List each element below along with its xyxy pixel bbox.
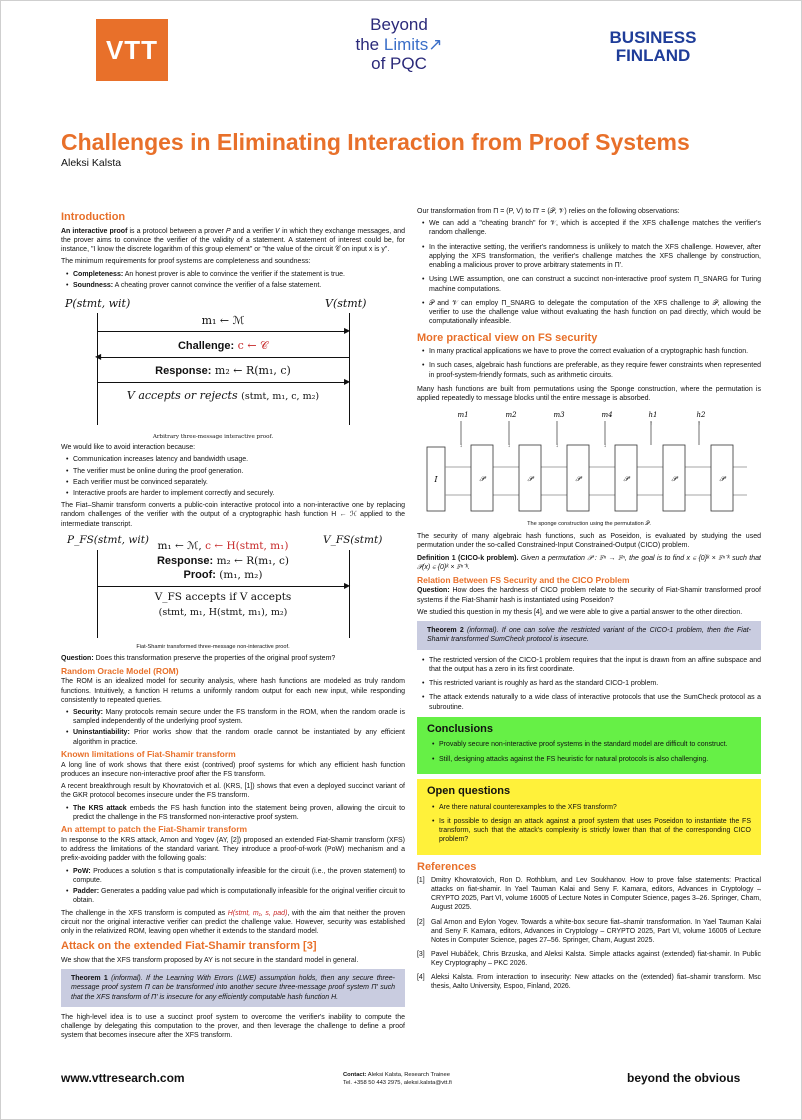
sponge-io-label: m3: [553, 411, 565, 420]
permutation-label: 𝒫: [623, 475, 629, 484]
footer-tagline: beyond the obvious: [627, 1071, 741, 1085]
challenge-message: [97, 339, 349, 354]
iv-label: I: [434, 475, 438, 485]
item-bold: Soundness:: [73, 281, 114, 289]
arrow-right-icon: ▶: [344, 326, 351, 336]
rom-list: [66, 708, 405, 747]
m1-message: m₁ ← ℳ: [201, 314, 245, 328]
intro-p2: The minimum requirements for proof systems are completeness and soundness:: [61, 258, 311, 266]
sponge-svg: [417, 407, 761, 519]
rom-paragraph: The ROM is an idealized model for security analysis, where hash functions are modeled as truly random functions. Intuitively, a function H returns a uniformly random output for each new input, while responding consistently to repeated queries.: [61, 678, 405, 704]
conclusions-heading: Conclusions: [427, 722, 494, 735]
list-item: [66, 281, 405, 290]
list-item: • We can add a "cheating branch" for 𝒱, which is accepted if the XFS challenge matches the verifier's random challenge.: [422, 219, 761, 237]
contact-label: Contact:: [343, 1072, 367, 1078]
relation-question: [417, 586, 761, 604]
contact-name: Aleksi Kalsta, Research Trainee: [366, 1072, 450, 1078]
item-text: Produces a solution s that is computationally infeasible for the circuit (i.e., the proven statement) to compute.: [73, 867, 405, 884]
observations-list: [422, 219, 761, 326]
vtt-logo: [96, 19, 168, 81]
question-text: How does the hardness of CICO problem relate to the security of Fiat-Shamir transformed proof systems if the Fiat-Shamir hash is instantiated using Poseidon?: [417, 587, 761, 604]
response-value: m₂ ← R(m₁, c): [214, 364, 291, 378]
limits-heading: Known limitations of Fiat-Shamir transform: [61, 748, 236, 759]
item-text: Generates a padding value pad which is computationally infeasible for the original verifier circuit to obtain.: [73, 888, 405, 905]
patch-paragraph-2: [61, 909, 405, 937]
item-bold: The KRS attack: [73, 804, 127, 812]
arrow-down-icon: ↓: [555, 443, 559, 450]
rom-heading: Random Oracle Model (ROM): [61, 665, 179, 676]
reference: [417, 876, 761, 912]
theorem-2-box: [417, 621, 761, 649]
item-text: A cheating prover cannot convince the verifier of a false statement.: [113, 281, 322, 289]
right-column: [417, 207, 761, 1065]
fs-question: [61, 654, 405, 663]
question-bold: Question:: [61, 655, 94, 663]
item-bold: Completeness:: [73, 270, 124, 278]
list-item: [66, 270, 405, 279]
item-text: Prior works show that the random oracle cannot be instantiated by any efficient algorithm in practice.: [73, 729, 405, 746]
list-item: • Provably secure non-interactive proof systems in the standard model are difficult to construct.: [432, 740, 751, 749]
beyond-the-limits-logo: [339, 15, 459, 74]
list-item: [66, 804, 405, 822]
ref-text: Gal Arnon and Eylon Yogev. Towards a white-box secure fiat–shamir transformation. In Yael Tauman Kalai and Seny F. Kamara, editors, Advances in Cryptology – CRYPTO 2025, Part VI, volume 16005 of Lecture Notes in Computer Science, pages 27–56. Springer, Cham, August 2025.: [431, 918, 761, 944]
vtt-logo-text: VTT: [105, 34, 159, 65]
relation-paragraph: We studied this question in my thesis [4], and we were able to give a partial answer to the other direction.: [417, 608, 743, 616]
practical-heading: More practical view on FS security: [417, 331, 598, 344]
fs-verifier-lifeline: [349, 550, 350, 638]
list-item: [66, 728, 405, 746]
open-questions-list: [432, 803, 751, 845]
xfs-challenge: H(stmt, m₁, s, pad): [227, 909, 288, 917]
arrow-down-icon: ↓: [603, 443, 607, 450]
item-bold: Padder:: [73, 888, 100, 896]
prover-label: P(stmt, wit): [65, 297, 131, 311]
list-item: • 𝒫 and 𝒱 can employ Π_SNARG to delegate the computation of the XFS challenge to 𝒫, allowing the verifier to use the challenge value without evaluating the hash function on pad directly, which would be computationally infeasible.: [422, 299, 761, 327]
intro-text: is a protocol between a prover 𝑃 and a verifier 𝑉 in which they exchange messages, and the prover aims to convince the verifier of the validity of a statement. A statement of interest could be, for instance, "I know the discrete logarithm of this group element" or "the value of the circuit 𝒞 on input x is y".: [61, 227, 405, 254]
definition-1: [417, 554, 761, 572]
permutation-label: 𝒫: [479, 475, 485, 484]
sponge-io-label: h1: [648, 411, 658, 420]
question-bold: Question:: [417, 587, 450, 595]
sponge-caption: The sponge construction using the permutation 𝒫.: [527, 521, 651, 528]
theorem-1-box: [61, 969, 405, 1007]
fs-paragraph: The Fiat–Shamir transform converts a public-coin interactive protocol into a non-interactive one by replacing random challenges of the verifier with the output of a cryptographic hash function H ← ℋ applied to the intermediate transcript.: [61, 502, 405, 528]
arrow-line: [97, 382, 347, 383]
sponge-diagram: [417, 407, 761, 519]
sponge-io-label: m4: [601, 411, 613, 420]
verifier-label: V(stmt): [325, 297, 367, 311]
question-text: Does this transformation preserve the properties of the original proof system?: [93, 655, 336, 663]
intro-heading: Introduction: [61, 211, 126, 223]
arrow-line: [97, 331, 347, 332]
bf-word: BUSINESS: [609, 28, 697, 47]
reference: [417, 918, 761, 945]
arrow-line: [97, 586, 347, 587]
item-text: embeds the FS hash function into the statement being proven, allowing the circuit to predict the challenge in the FS transformed non-interactive proof system.: [73, 804, 405, 821]
reference: [417, 973, 761, 991]
arrow-down-icon: ↓: [459, 443, 463, 450]
author: Aleksi Kalsta: [61, 157, 122, 169]
patch-heading: An attempt to patch the Fiat-Shamir transform: [61, 824, 248, 835]
list-item: • Each verifier must be convinced separately.: [66, 478, 405, 487]
fs-response-value: m₂ ← R(m₁, c): [216, 554, 290, 567]
fs-proof-value: (m₁, m₂): [219, 568, 263, 581]
ref-number: [3]: [417, 950, 425, 958]
item-text: An honest prover is able to convince the verifier if the statement is true.: [123, 270, 345, 278]
btl-word: the: [355, 34, 380, 54]
permutation-label: 𝒫: [671, 475, 677, 484]
list-item: • The attack extends naturally to a wide class of interactive protocols that use the SumCheck protocol as a subroutine.: [422, 693, 761, 711]
list-item: • The verifier must be online during the proof generation.: [66, 467, 405, 476]
avoid-list: [66, 455, 405, 498]
fs-protocol-diagram: [61, 532, 405, 642]
arrow-right-icon: ▶: [344, 377, 351, 387]
list-item: • Still, designing attacks against the FS heuristic for natural protocols is also challenging.: [432, 755, 751, 764]
list-item: • In many practical applications we have to prove the correct evaluation of a cryptographic hash function.: [422, 347, 761, 356]
conclusions-list: [432, 740, 751, 763]
interactive-protocol-diagram: [61, 293, 405, 443]
theorem-label: Theorem 1: [71, 975, 108, 983]
patch-list: [66, 867, 405, 906]
item-bold: PoW:: [73, 867, 91, 875]
list-item: • Is it possible to design an attack against a proof system that uses Poseidon to instantiate the FS transform, such that the attack's complexity is strictly lower than that of the corresponding CICO problem?: [432, 817, 751, 845]
attack-heading: Attack on the extended Fiat-Shamir transform [3]: [61, 940, 317, 953]
sponge-paragraph: Many hash functions are built from permutations using the Sponge construction, where the permutation is applied repeatedly to message blocks until the entire message is absorbed.: [417, 385, 761, 403]
ref-number: [4]: [417, 974, 425, 982]
ref-number: [2]: [417, 918, 425, 926]
sponge-io-label: h2: [696, 411, 706, 420]
fs-accept-line1: V_FS accepts if V accepts: [154, 590, 292, 603]
fs-proof-label: Proof:: [183, 568, 216, 581]
footer-contact: [343, 1071, 452, 1088]
reference: [417, 950, 761, 968]
arrow-line: [99, 357, 349, 358]
avoid-intro: We would like to avoid interaction because:: [61, 444, 196, 452]
intro-bold: An interactive proof: [61, 227, 128, 235]
arrow-icon: ↗: [428, 34, 443, 54]
ref-number: [1]: [417, 877, 425, 885]
arrow-up-icon: ↑: [649, 421, 653, 428]
response-label: Response:: [155, 365, 212, 378]
fs-prover-label: P_FS(stmt, wit): [67, 533, 150, 546]
relation-heading: Relation Between FS Security and the CICO Problem: [417, 574, 630, 585]
requirements-list: [66, 270, 405, 290]
accept-label: V accepts or rejects: [126, 389, 238, 403]
accept-args: (stmt, m₁, c, m₂): [241, 391, 320, 403]
fs-challenge: c ← H(stmt, m₁): [205, 539, 289, 552]
limits-p2: A recent breakthrough result by Khovratovich et al. (KRS, [1]) shows that even a deployed succinct variant of the GKR protocol becomes insecure under the FS transform.: [61, 783, 405, 800]
fs-line1: [97, 540, 349, 554]
list-item: • This restricted variant is roughly as hard as the standard CICO-1 problem.: [422, 679, 761, 688]
ref-text: Pavel Hubáček, Chris Brzuska, and Aleksi Kalsta. Simple attacks against (extended) fiat-shamir. In Public Key Cryptography – PKC 2026.: [431, 950, 761, 968]
patch-paragraph: In response to the KRS attack, Arnon and Yogev (AY, [2]) proposed an extended Fiat-Shamir transform (XFS) to address the limitations of the standard variant. They introduce a proof-of-work (PoW) mechanism and a prefix-avoiding padder with the following goals:: [61, 836, 405, 863]
accept-message: [97, 389, 349, 404]
challenge-label: Challenge:: [177, 340, 235, 353]
arrow-down-icon: ↓: [507, 443, 511, 450]
permutation-label: 𝒫: [527, 475, 533, 484]
fs-response-label: Response:: [156, 554, 214, 567]
intro-p1: [61, 227, 405, 255]
open-questions-box: [417, 779, 761, 855]
business-finland-logo: [593, 29, 713, 66]
patch-text: The challenge in the XFS transform is computed as: [61, 909, 228, 917]
arrow-left-icon: ◀: [95, 352, 102, 362]
relation-list: [422, 656, 761, 712]
permutation-label: 𝒫: [575, 475, 581, 484]
fs-diagram-caption: Fiat-Shamir transformed three-message non-interactive proof.: [136, 643, 290, 650]
theorem-label: Theorem 2: [427, 627, 464, 635]
item-bold: Security:: [73, 709, 103, 716]
list-item: • Communication increases latency and bandwidth usage.: [66, 455, 405, 464]
item-bold: Uninstantiability:: [73, 729, 130, 737]
list-item: • Interactive proofs are harder to implement correctly and securely.: [66, 489, 405, 498]
references-list: [417, 876, 761, 991]
ref-text: Aleksi Kalsta. From interaction to insecurity: New attacks on the (extended) fiat–shamir transform. Msc thesis, Aalto University, Espoo, Finland, 2026.: [431, 974, 761, 991]
challenge-value: c ← 𝒞: [237, 339, 269, 353]
response-message: [97, 364, 349, 379]
fs-verifier-label: V_FS(stmt): [323, 533, 383, 546]
references-heading: References: [417, 860, 477, 873]
patch-text: , with the aim that neither the proven circuit nor the original interactive verifier can predict the challenge value. However, security was established only in the relativized ROM, leaving open whether it extends to the standard model.: [61, 909, 405, 935]
practical-list: [422, 347, 761, 380]
footer-url[interactable]: www.vttresearch.com: [61, 1071, 185, 1085]
list-item: • Using LWE assumption, one can construct a succinct non-interactive proof system Π_SNARG for Turing machine computations.: [422, 275, 761, 293]
btl-word: of: [371, 54, 386, 74]
definition-text: Given a permutation 𝒫 : 𝔽ⁿ → 𝔽ⁿ, the goal is to find x ∈ {0}ᵏ × 𝔽ⁿ⁻ᵏ such that 𝒫(x) ∈ {0}ᵏ × 𝔽ⁿ⁻ᵏ.: [417, 555, 761, 572]
limits-list: [66, 804, 405, 822]
ref-text: Dmitry Khovratovich, Ron D. Rothblum, and Lev Soukhanov. How to prove false statements: Practical attacks on fiat-shamir. In Yael Tauman Kalai and Seny F. Kamara, editors, Advances in Cryptology – CRYPTO 2025, Part VI, volume 16005 of Lecture Notes in Computer Science, pages 3–26. Springer, Cham, August 2025.: [431, 877, 761, 912]
fs-proof: [97, 568, 349, 583]
list-item: [66, 887, 405, 905]
sponge-blocks: [445, 411, 747, 511]
cico-paragraph: The security of many algebraic hash functions, such as Poseidon, is evaluated by studying the used permutation under the so-called Constrained-Input Constrained-Output (CICO) problem.: [417, 532, 761, 549]
list-item: • The restricted version of the CICO-1 problem requires that the input is drawn from an affine subspace and that the output has a zero in its first coordinate.: [422, 656, 761, 674]
btl-word: Limits: [383, 34, 429, 54]
permutation-label: 𝒫: [719, 475, 725, 484]
item-text: Many protocols remain secure under the FS transform in the ROM, when the random oracle is sampled independently of the underlying proof system.: [73, 709, 405, 726]
list-item: [66, 867, 405, 885]
fs-response: [97, 554, 349, 569]
diagram-caption: Arbitrary three-message interactive proof.: [152, 434, 274, 441]
btl-word: PQC: [390, 54, 427, 74]
arrow-right-icon: ▶: [344, 580, 351, 590]
list-item: [66, 708, 405, 726]
observations-intro: Our transformation from Π = (P, V) to Π′ = (𝒫, 𝒱) relies on the following observations:: [417, 208, 680, 215]
list-item: • In such cases, algebraic hash functions are preferable, as they require fewer constraints when represented in proof-system-friendly formats, such as arithmetic circuits.: [422, 361, 761, 379]
bf-word: FINLAND: [615, 46, 691, 66]
list-item: • In the interactive setting, the verifier's randomness is unlikely to match the XFS challenge. However, after applying the XFS transformation, the verifier's challenge matches the XFS challenge by construction, enabling a malicious prover to prove arbitrary statements in Π′.: [422, 243, 761, 271]
sponge-io-label: m2: [505, 411, 517, 420]
attack-paragraph: We show that the XFS transform proposed by AY is not secure in the standard model in general.: [61, 956, 359, 964]
definition-name: (CICO-k problem).: [455, 555, 519, 563]
theorem-text: (informal). If the Learning With Errors (LWE) assumption holds, then any secure three-message proof system Π can be transformed into another secure three-message proof system Π′ such that the XFS transform of Π′ is insecure for any efficiently computable hash function H.: [71, 975, 395, 1001]
definition-label: Definition 1: [417, 555, 456, 563]
btl-word: Beyond: [370, 15, 428, 34]
sponge-io-label: m1: [457, 411, 469, 420]
list-item: • Are there natural counterexamples to the XFS transform?: [432, 803, 751, 812]
attack-paragraph-2: The high-level idea is to use a succinct proof system to overcome the verifier's inability to compute the challenge by delegating this computation to the prover, and then leverage the challenge to define a proof system that becomes insecure after the XFS transform.: [61, 1013, 405, 1040]
contact-line: Tel. +358 50 443 2975, aleksi.kalsta@vtt.fi: [343, 1080, 452, 1087]
fs-accept-line2: (stmt, m₁, H(stmt, m₁), m₂): [158, 606, 288, 618]
fs-m1: m₁ ← ℳ,: [157, 539, 202, 552]
limits-p1: A long line of work shows that there exist (contrived) proof systems for which any efficient hash function produces an insecure non-interactive proof after the FS transform.: [61, 761, 405, 778]
open-questions-heading: Open questions: [427, 784, 511, 797]
left-column: [61, 207, 405, 1065]
poster-title: Challenges in Eliminating Interaction from Proof Systems: [61, 129, 690, 155]
arrow-up-icon: ↑: [697, 421, 701, 428]
theorem-text: (informal). If one can solve the restricted variant of the CICO-1 problem, then the Fiat-Shamir transformed SumCheck protocol is insecure.: [427, 627, 751, 644]
conclusions-box: [417, 717, 761, 774]
